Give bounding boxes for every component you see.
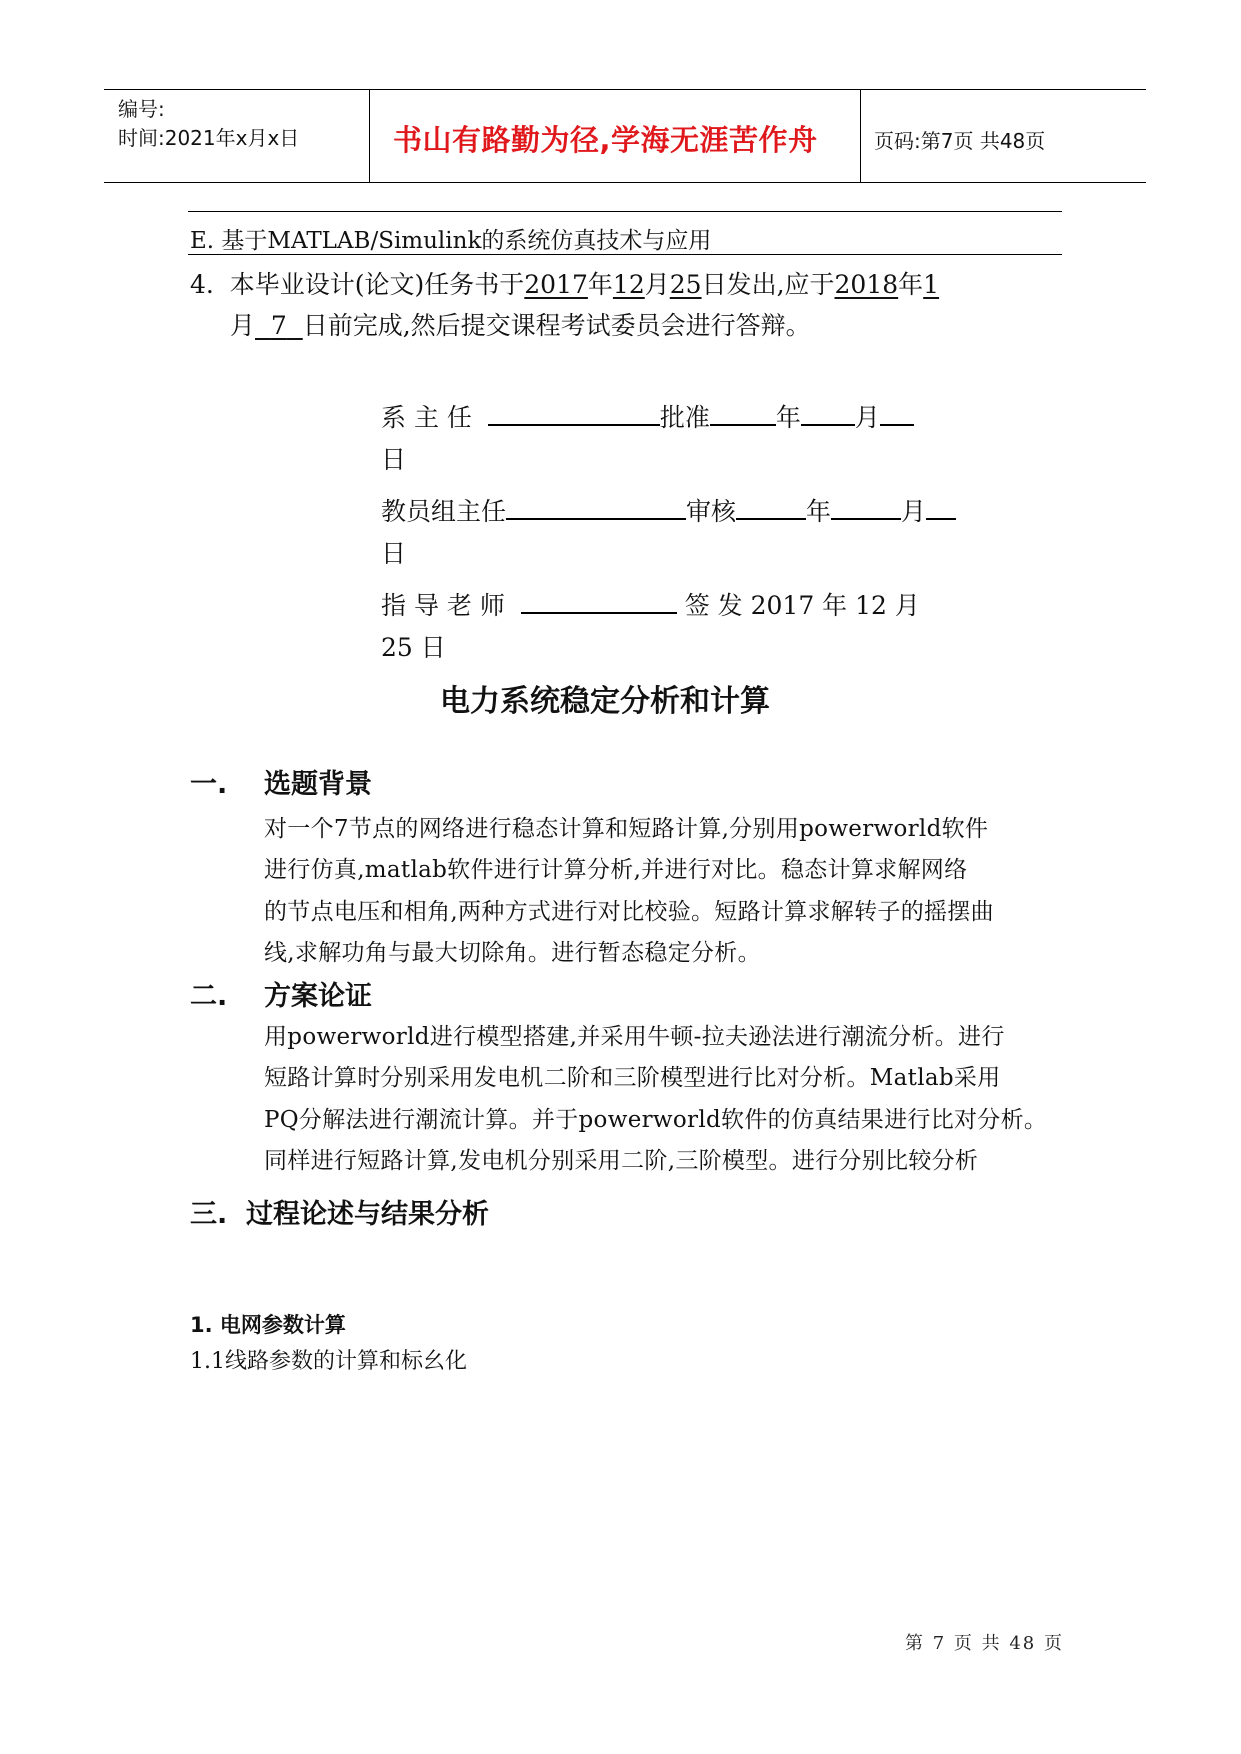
item4-line2: 月 7 日前完成,然后提交课程考试委员会进行答辩。 [230,311,811,340]
section-1-line: 对一个7节点的网络进行稳态计算和短路计算,分别用powerworld软件 [264,816,989,842]
section-1-line: 的节点电压和相角,两种方式进行对比校验。短路计算求解转子的摇摆曲 [264,899,994,925]
section-2-number: 二. [190,981,228,1012]
issue-day: 25 [669,270,702,299]
due-month: 1 [923,270,940,299]
sign-row-dept-head-day: 日 [381,445,407,474]
section-2-line: 用powerworld进行模型搭建,并采用牛顿-拉夫逊法进行潮流分析。进行 [264,1024,1005,1050]
section-1-line: 进行仿真,matlab软件进行计算分析,并进行对比。稳态计算求解网络 [264,857,968,883]
topic-rule-top [188,211,1062,212]
sign-row-dept-head: 系 主 任 批准 年 月 [381,398,914,434]
section-2-line: PQ分解法进行潮流计算。并于powerworld软件的仿真结果进行比对分析。 [264,1107,1048,1133]
section-3-title: 过程论述与结果分析 [246,1199,489,1230]
header-bottom-rule [104,182,1146,183]
sign-row-advisor-day: 25 日 [381,633,446,662]
sign-row-group-head: 教员组主任 审核 年 月 [381,492,956,528]
page-label: 页码:第7页 共48页 [874,129,1046,153]
sign-row-advisor: 指 导 老 师 签 发 2017 年 12 月 [381,591,920,620]
header-divider-left [369,89,370,183]
due-year: 2018 [834,270,899,299]
topic-rule-bottom [188,254,1062,255]
dept-head-signature-blank [488,402,660,426]
subsection-1-1: 1.1线路参数的计算和标幺化 [190,1349,467,1374]
header-motto: 书山有路勤为径,学海无涯苦作舟 [393,123,818,157]
section-2-line: 同样进行短路计算,发电机分别采用二阶,三阶模型。进行分别比较分析 [264,1148,979,1174]
advisor-signature-blank [521,590,677,614]
due-day: 7 [270,311,287,340]
section-3-number: 三. [190,1199,228,1230]
page-footer: 第 7 页 共 48 页 [905,1633,1064,1654]
time-label: 时间:2021年x月x日 [118,126,300,150]
section-2-line: 短路计算时分别采用发电机二阶和三阶模型进行比对分析。Matlab采用 [264,1065,1001,1091]
header-top-rule [104,89,1146,90]
section-1-line: 线,求解功角与最大切除角。进行暂态稳定分析。 [264,940,761,966]
section-1-number: 一. [190,769,228,800]
issue-year: 2017 [524,270,588,299]
item4-number: 4. [190,270,214,299]
item4-line1: 4. 本毕业设计(论文)任务书于2017年12月25日发出,应于2018年1 [190,270,940,299]
section-1-title: 选题背景 [264,769,372,800]
topic-e: E. 基于MATLAB/Simulink的系统仿真技术与应用 [190,228,712,254]
serial-label: 编号: [118,97,165,121]
header-divider-right [860,89,861,183]
subsection-1: 1. 电网参数计算 [190,1313,346,1337]
sign-row-group-head-day: 日 [381,539,407,568]
document-title: 电力系统稳定分析和计算 [440,684,770,719]
group-head-signature-blank [506,496,686,520]
section-2-title: 方案论证 [264,981,372,1012]
issue-month: 12 [612,270,645,299]
